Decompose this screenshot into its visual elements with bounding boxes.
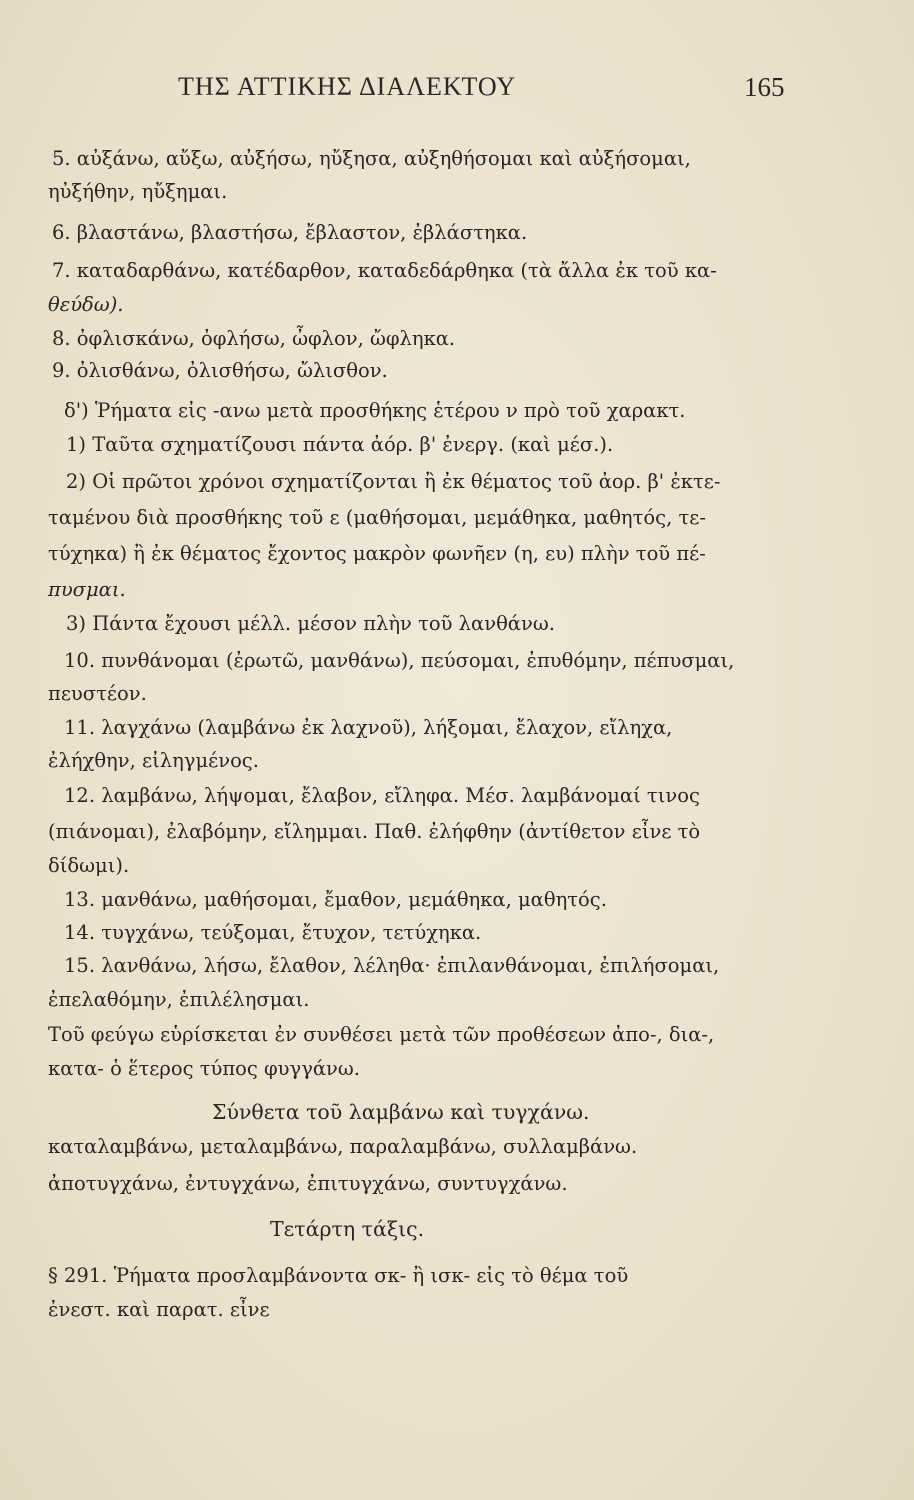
text-line: 7. καταδαρθάνω, κατέδαρθον, καταδεδάρθηκα (τὰ ἄλλα ἐκ τοῦ κα-	[52, 259, 717, 282]
text-line: 10. πυνθάνομαι (ἐρωτῶ, μανθάνω), πεύσομαι, ἐπυθόμην, πέπυσμαι,	[64, 649, 735, 672]
text-line: καταλαμβάνω, μεταλαμβάνω, παραλαμβάνω, συλλαμβάνω.	[48, 1135, 638, 1158]
text-line: δίδωμι).	[48, 854, 130, 877]
text-line: κατα- ὁ ἕτερος τύπος φυγγάνω.	[48, 1057, 360, 1080]
text-line: ἐνεστ. καὶ παρατ. εἶνε	[48, 1298, 270, 1321]
section-heading: Τετάρτη τάξις.	[270, 1217, 425, 1241]
page-header	[0, 72, 914, 112]
page-number: 165	[744, 72, 785, 102]
text-line: τύχηκα) ἢ ἐκ θέματος ἔχοντος μακρὸν φωνῆεν (η, ευ) πλὴν τοῦ πέ-	[48, 542, 706, 565]
section-heading: Σύνθετα τοῦ λαμβάνω καὶ τυγχάνω.	[212, 1100, 590, 1124]
text-line: πευστέον.	[48, 682, 147, 705]
text-line: 12. λαμβάνω, λήψομαι, ἔλαβον, εἴληφα. Μέσ. λαμβάνομαί τινος	[64, 784, 700, 807]
text-line: 2) Οἱ πρῶτοι χρόνοι σχηματίζονται ἢ ἐκ θέματος τοῦ ἀορ. β' ἐκτε-	[66, 470, 721, 493]
text-line: Τοῦ φεύγω εὑρίσκεται ἐν συνθέσει μετὰ τῶν προθέσεων ἀπο-, δια-,	[48, 1023, 715, 1046]
text-line: ηὐξήθην, ηὔξημαι.	[48, 180, 228, 203]
text-line: δ') Ῥήματα εἰς -ανω μετὰ προσθήκης ἑτέρου ν πρὸ τοῦ χαρακτ.	[64, 399, 686, 422]
text-line: ἐπελαθόμην, ἐπιλέλησμαι.	[48, 988, 310, 1011]
text-line: 9. ὀλισθάνω, ὀλισθήσω, ὤλισθον.	[52, 359, 388, 382]
running-head: ΤΗΣ ΑΤΤΙΚΗΣ ΔΙΑΛΕΚΤΟΥ	[178, 72, 517, 101]
text-line: 3) Πάντα ἔχουσι μέλλ. μέσον πλὴν τοῦ λανθάνω.	[66, 612, 555, 635]
text-line: ἀποτυγχάνω, ἐντυγχάνω, ἐπιτυγχάνω, συντυγχάνω.	[48, 1172, 568, 1195]
text-line: ταμένου διὰ προσθήκης τοῦ ε (μαθήσομαι, μεμάθηκα, μαθητός, τε-	[48, 506, 706, 529]
text-line: 11. λαγχάνω (λαμβάνω ἐκ λαχνοῦ), λήξομαι, ἔλαχον, εἴληχα,	[64, 716, 673, 739]
text-line: § 291. Ῥήματα προσλαμβάνοντα σκ- ἢ ισκ- εἰς τὸ θέμα τοῦ	[48, 1264, 629, 1287]
text-line: 15. λανθάνω, λήσω, ἔλαθον, λέληθα· ἐπιλανθάνομαι, ἐπιλήσομαι,	[64, 954, 720, 977]
text-line: 6. βλαστάνω, βλαστήσω, ἔβλαστον, ἐβλάστηκα.	[52, 221, 528, 244]
text-line: θεύδω).	[48, 293, 124, 316]
text-line: 14. τυγχάνω, τεύξομαι, ἔτυχον, τετύχηκα.	[64, 921, 482, 944]
text-line: 1) Ταῦτα σχηματίζουσι πάντα ἀόρ. β' ἐνεργ. (καὶ μέσ.).	[66, 433, 614, 456]
text-line: 8. ὀφλισκάνω, ὀφλήσω, ὦφλον, ὤφληκα.	[52, 327, 456, 350]
text-line: 5. αὐξάνω, αὔξω, αὐξήσω, ηὔξησα, αὐξηθήσομαι καὶ αὐξήσομαι,	[52, 147, 691, 170]
text-line: (πιάνομαι), ἐλαβόμην, εἴλημμαι. Παθ. ἐλήφθην (ἀντίθετον εἶνε τὸ	[48, 820, 701, 843]
text-line: 13. μανθάνω, μαθήσομαι, ἔμαθον, μεμάθηκα, μαθητός.	[64, 888, 607, 911]
text-line: ἐλήχθην, εἰληγμένος.	[48, 749, 259, 772]
text-line: πυσμαι.	[48, 578, 126, 601]
